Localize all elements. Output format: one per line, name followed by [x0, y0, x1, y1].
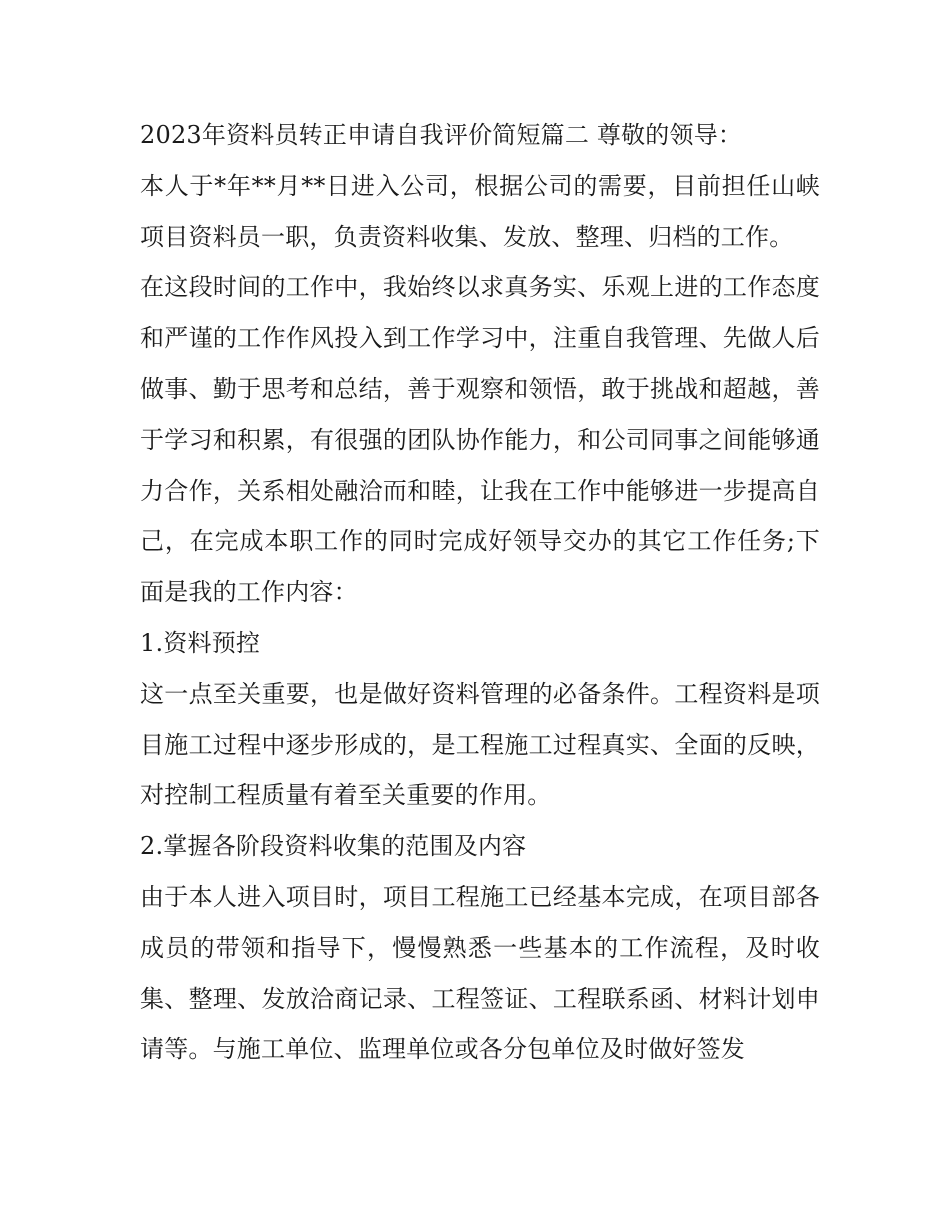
- section-heading-1: 1.资料预控: [140, 628, 261, 657]
- paragraph-work-attitude: 在这段时间的工作中，我始终以求真务实、乐观上进的工作态度和严谨的工作作风投入到工作学习中，注重自我管理、先做人后做事、勤于思考和总结，善于观察和领悟，敢于挑战和超越，善于学习和积累，有很强的团队协作能力，和公司同事之间能够通力合作，关系相处融洽而和睦，让我在工作中能够进一步提高自己，在完成本职工作的同时完成好领导交办的其它工作任务;下面是我的工作内容：: [140, 273, 820, 607]
- document-body: [140, 110, 820, 1075]
- section-heading-2: 2.掌握各阶段资料收集的范围及内容: [140, 832, 527, 861]
- paragraph-section-2: 由于本人进入项目时，项目工程施工已经基本完成，在项目部各成员的带领和指导下，慢慢熟悉一些基本的工作流程，及时收集、整理、发放洽商记录、工程签证、工程联系函、材料计划申请等。与施工单位、监理单位或各分包单位及时做好签发: [140, 882, 820, 1064]
- paragraph-section-1: 这一点至关重要，也是做好资料管理的必备条件。工程资料是项目施工过程中逐步形成的，是工程施工过程真实、全面的反映，对控制工程质量有着至关重要的作用。: [140, 679, 820, 810]
- paragraph-intro: 本人于*年**月**日进入公司，根据公司的需要，目前担任山峡项目资料员一职，负责资料收集、发放、整理、归档的工作。: [140, 171, 820, 251]
- document-title-line: 2023年资料员转正申请自我评价简短篇二 尊敬的领导：: [140, 121, 743, 149]
